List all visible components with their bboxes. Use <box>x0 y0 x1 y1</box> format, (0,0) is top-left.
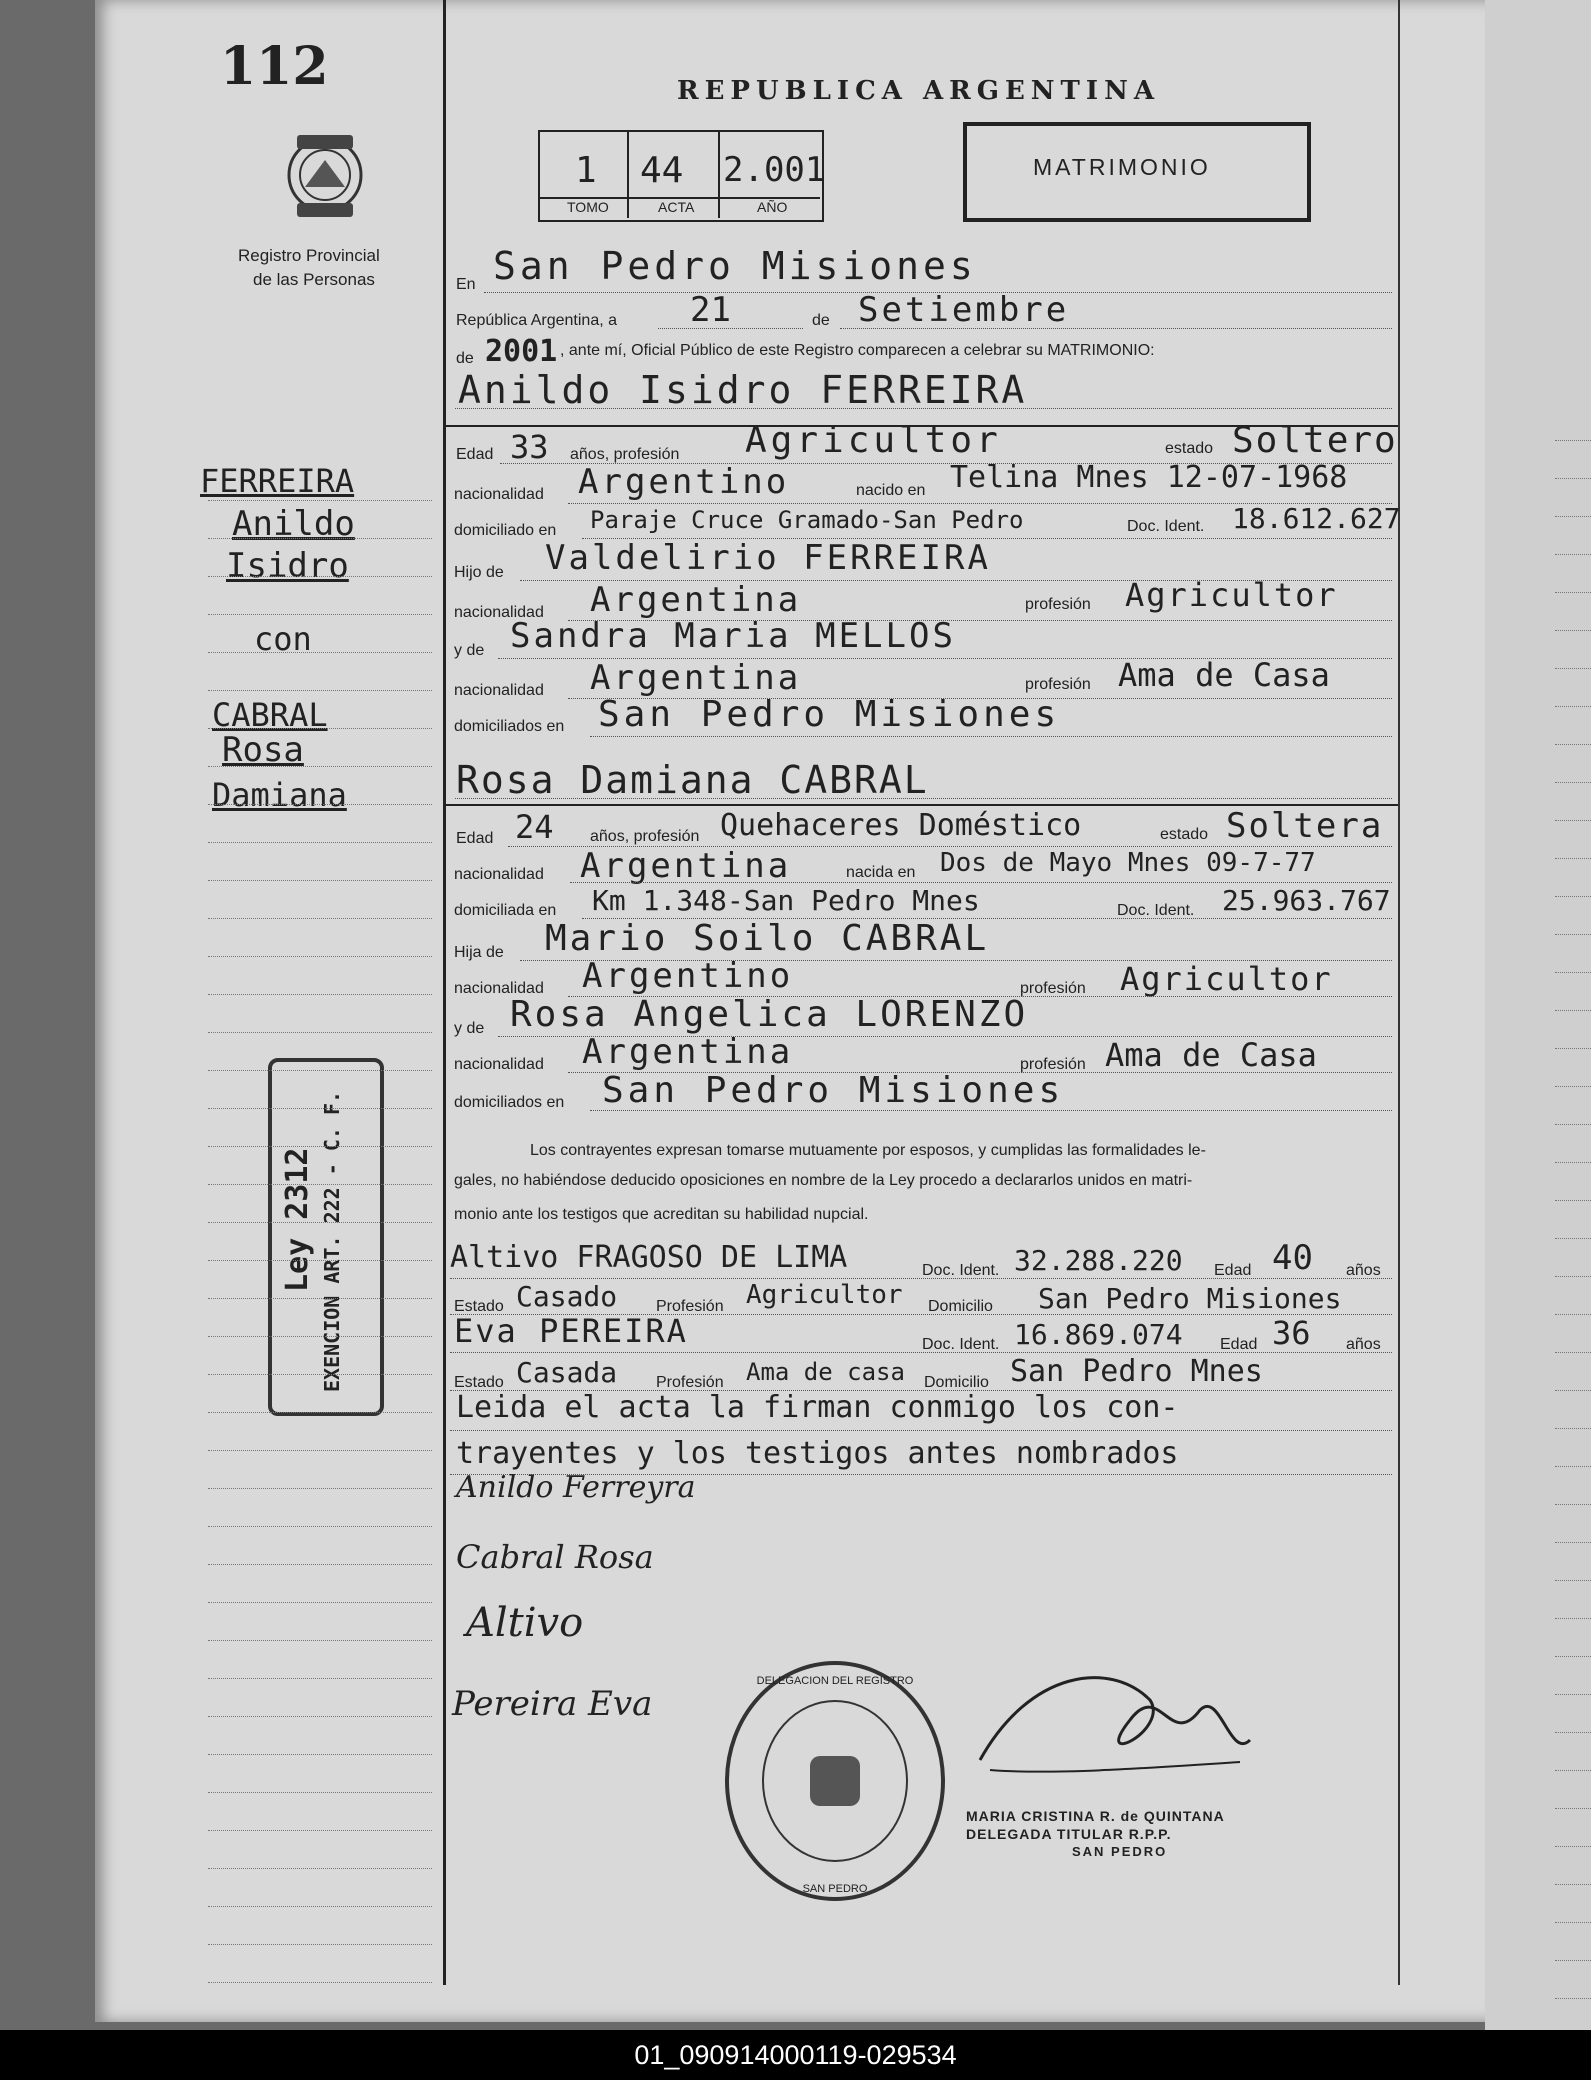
margin-ruled-line <box>208 918 432 919</box>
margin-ruled-line <box>208 1868 432 1869</box>
groom-nacido-label: nacido en <box>856 482 926 499</box>
groom-padre-nac: Argentina <box>590 580 802 620</box>
next-page-ruled-line <box>1555 706 1591 707</box>
margin-ruled-line <box>208 1830 432 1831</box>
margin-ruled-line <box>208 690 432 691</box>
groom-padre-nac-label: nacionalidad <box>454 604 544 621</box>
next-page-ruled-line <box>1555 1656 1591 1657</box>
margin-ruled-line <box>208 1906 432 1907</box>
next-page-ruled-line <box>1555 1618 1591 1619</box>
margin-ruled-line <box>208 1602 432 1603</box>
bride-edad-label: Edad <box>456 830 494 847</box>
province-emblem-icon <box>275 125 375 225</box>
witness-2-doc-label: Doc. Ident. <box>922 1336 1000 1353</box>
next-page-ruled-line <box>1555 1580 1591 1581</box>
next-page-ruled-line <box>1555 782 1591 783</box>
groom-madre-label: y de <box>454 642 485 659</box>
next-page-ruled-line <box>1555 1124 1591 1125</box>
next-page-ruled-line <box>1555 1884 1591 1885</box>
next-page-ruled-line <box>1555 1276 1591 1277</box>
margin-ruled-line <box>208 994 432 995</box>
next-page-edge <box>1485 0 1591 2030</box>
bride-profesion: Quehaceres Doméstico <box>720 808 1082 843</box>
next-page-ruled-line <box>1555 1238 1591 1239</box>
next-page-ruled-line <box>1555 668 1591 669</box>
closing-line-2: trayentes y los testigos antes nombrados <box>456 1436 1179 1471</box>
next-page-ruled-line <box>1555 630 1591 631</box>
bride-dom-label: domiciliada en <box>454 902 557 919</box>
next-page-ruled-line <box>1555 1732 1591 1733</box>
margin-ruled-line <box>208 1108 432 1109</box>
margin-ruled-line <box>208 500 432 501</box>
exemption-stamp <box>268 1058 384 1416</box>
bride-padre-nac: Argentino <box>582 956 794 996</box>
witness-2-prof-label: Profesión <box>656 1374 724 1391</box>
margin-ruled-line <box>208 728 432 729</box>
next-page-ruled-line <box>1555 440 1591 441</box>
bride-estado-label: estado <box>1160 826 1209 843</box>
anio-label: AÑO <box>757 199 788 215</box>
witness-2-edad: 36 <box>1272 1314 1311 1352</box>
acta-label: ACTA <box>658 199 695 215</box>
witness-2-doc: 16.869.074 <box>1014 1318 1183 1351</box>
groom-anos-label: años, profesión <box>570 446 680 463</box>
registry-line-2: de las Personas <box>253 270 375 289</box>
page-right-rule <box>1398 0 1400 1985</box>
margin-ruled-line <box>208 1716 432 1717</box>
bride-padre: Mario Soilo CABRAL <box>545 918 990 959</box>
groom-edad-label: Edad <box>456 446 494 463</box>
next-page-ruled-line <box>1555 1428 1591 1429</box>
day-value: 21 <box>690 290 731 330</box>
margin-ruled-line <box>208 1260 432 1261</box>
country-title: REPUBLICA ARGENTINA <box>677 76 1161 106</box>
bride-hija-label: Hija de <box>454 944 504 961</box>
witness-1-prof-label: Profesión <box>656 1298 724 1315</box>
bride-anos-label: años, profesión <box>590 828 700 845</box>
act-type: MATRIMONIO <box>1033 154 1211 180</box>
margin-middlename: Isidro <box>226 546 349 586</box>
groom-padres-dom-label: domiciliados en <box>454 718 565 735</box>
margin-ruled-line <box>208 1412 432 1413</box>
witness-1-anos-label: años <box>1346 1262 1381 1279</box>
margin-ruled-line <box>208 880 432 881</box>
official-title: DELEGADA TITULAR R.P.P. <box>966 1826 1172 1842</box>
stamp-law: Ley 2312 <box>280 1147 315 1292</box>
bride-nac-label: nacionalidad <box>454 866 544 883</box>
month-value: Setiembre <box>858 290 1070 330</box>
witness-1-estado-label: Estado <box>454 1298 504 1315</box>
margin-connector: con <box>254 620 312 658</box>
groom-estado: Soltero <box>1232 420 1398 461</box>
groom-estado-label: estado <box>1165 440 1214 457</box>
groom-madre-nac-label: nacionalidad <box>454 682 544 699</box>
next-page-ruled-line <box>1555 934 1591 935</box>
official-name: MARIA CRISTINA R. de QUINTANA <box>966 1808 1225 1824</box>
stamp-exemption: EXENCION ART. 222 - C. F. <box>320 1090 344 1392</box>
margin-ruled-line <box>208 1070 432 1071</box>
margin-ruled-line <box>208 1754 432 1755</box>
margin-ruled-line <box>208 614 432 615</box>
groom-madre-prof-label: profesión <box>1025 676 1091 693</box>
next-page-ruled-line <box>1555 554 1591 555</box>
margin-ruled-line <box>208 842 432 843</box>
margin-ruled-line <box>208 956 432 957</box>
tomo-value: 1 <box>575 150 597 191</box>
bride-padre-nac-label: nacionalidad <box>454 980 544 997</box>
witness-2-name: Eva PEREIRA <box>454 1312 688 1350</box>
bride-doc-label: Doc. Ident. <box>1117 902 1195 919</box>
next-page-ruled-line <box>1555 1162 1591 1163</box>
next-page-ruled-line <box>1555 858 1591 859</box>
official-signature-icon <box>970 1650 1260 1790</box>
intro-statement: , ante mí, Oficial Público de este Registro comparecen a celebrar su MATRIMONIO: <box>560 342 1155 359</box>
witness-1-dom-label: Domicilio <box>928 1298 993 1315</box>
bride-padre-prof-label: profesión <box>1020 980 1086 997</box>
next-page-ruled-line <box>1555 1960 1591 1961</box>
margin-ruled-line <box>208 538 432 539</box>
margin-ruled-line <box>208 1944 432 1945</box>
margin-divider <box>443 0 446 1985</box>
groom-doc-label: Doc. Ident. <box>1127 518 1205 535</box>
groom-nacido: Telina Mnes 12-07-1968 <box>950 460 1348 495</box>
witness-2-profesion: Ama de casa <box>746 1358 905 1386</box>
registry-seal-icon <box>720 1656 950 1906</box>
witness-2-edad-label: Edad <box>1220 1336 1258 1353</box>
next-page-ruled-line <box>1555 1010 1591 1011</box>
witness-1-domicilio: San Pedro Misiones <box>1038 1282 1342 1315</box>
declaration-line-2: gales, no habiéndose deducido oposiciones en nombre de la Ley procedo a declararlos unidos en matri- <box>454 1172 1193 1189</box>
margin-bride-firstname: Rosa <box>222 730 304 770</box>
de-label: de <box>812 312 830 329</box>
margin-ruled-line <box>208 1146 432 1147</box>
groom-padre-prof-label: profesión <box>1025 596 1091 613</box>
bride-madre-nac-label: nacionalidad <box>454 1056 544 1073</box>
next-page-ruled-line <box>1555 744 1591 745</box>
en-label: En <box>456 276 476 293</box>
margin-ruled-line <box>208 1184 432 1185</box>
groom-padre-prof: Agricultor <box>1125 576 1338 614</box>
bride-madre-prof: Ama de Casa <box>1105 1036 1317 1074</box>
next-page-ruled-line <box>1555 1770 1591 1771</box>
margin-ruled-line <box>208 1374 432 1375</box>
witness-1-doc-label: Doc. Ident. <box>922 1262 1000 1279</box>
groom-name: Anildo Isidro FERREIRA <box>458 368 1028 412</box>
groom-madre-nac: Argentina <box>590 658 802 698</box>
groom-dom-label: domiciliado en <box>454 522 557 539</box>
margin-ruled-line <box>208 1564 432 1565</box>
margin-firstname: Anildo <box>232 504 355 544</box>
bride-padres-dom-label: domiciliados en <box>454 1094 565 1111</box>
svg-text:DELEGACION DEL REGISTRO: DELEGACION DEL REGISTRO <box>756 1675 914 1687</box>
margin-ruled-line <box>208 1450 432 1451</box>
witness-2-domicilio: San Pedro Mnes <box>1010 1354 1263 1389</box>
groom-padre: Valdelirio FERREIRA <box>545 538 991 578</box>
groom-profesion: Agricultor <box>745 420 1002 461</box>
next-page-ruled-line <box>1555 1504 1591 1505</box>
witness-1-edad-label: Edad <box>1214 1262 1252 1279</box>
margin-ruled-line <box>208 1640 432 1641</box>
next-page-ruled-line <box>1555 1352 1591 1353</box>
scan-id-footer: 01_090914000119-029534 <box>0 2030 1591 2080</box>
next-page-ruled-line <box>1555 1200 1591 1201</box>
margin-ruled-line <box>208 576 432 577</box>
groom-doc: 18.612.627 <box>1232 502 1401 535</box>
margin-ruled-line <box>208 1678 432 1679</box>
bride-signature: Cabral Rosa <box>456 1538 654 1576</box>
anio-value: 2.001 <box>723 150 826 190</box>
declaration-line-3: monio ante los testigos que acreditan su habilidad nupcial. <box>454 1206 869 1223</box>
margin-ruled-line <box>208 652 432 653</box>
bride-nacida-label: nacida en <box>846 864 916 881</box>
witness-1-signature: Altivo <box>466 1600 584 1646</box>
groom-signature: Anildo Ferreyra <box>456 1470 696 1505</box>
groom-domicilio: Paraje Cruce Gramado-San Pedro <box>590 506 1024 534</box>
bride-madre-prof-label: profesión <box>1020 1056 1086 1073</box>
witness-1-estado: Casado <box>516 1280 618 1313</box>
witness-2-signature: Pereira Eva <box>452 1684 653 1724</box>
next-page-ruled-line <box>1555 820 1591 821</box>
bride-padres-dom: San Pedro Misiones <box>602 1070 1065 1111</box>
next-page-ruled-line <box>1555 1466 1591 1467</box>
margin-ruled-line <box>208 1336 432 1337</box>
acta-value: 44 <box>640 150 684 191</box>
bride-nacida: Dos de Mayo Mnes 09-7-77 <box>940 848 1316 878</box>
margin-ruled-line <box>208 1222 432 1223</box>
next-page-ruled-line <box>1555 1390 1591 1391</box>
witness-1-name: Altivo FRAGOSO DE LIMA <box>450 1240 848 1275</box>
margin-bride-surname: CABRAL <box>212 696 328 734</box>
year-value: 2001 <box>485 334 558 369</box>
bride-doc: 25.963.767 <box>1222 884 1391 917</box>
bride-madre-nac: Argentina <box>582 1032 794 1072</box>
next-page-ruled-line <box>1555 1086 1591 1087</box>
bride-padre-prof: Agricultor <box>1120 960 1333 998</box>
witness-2-dom-label: Domicilio <box>924 1374 989 1391</box>
bride-estado: Soltera <box>1226 806 1384 846</box>
margin-ruled-line <box>208 1792 432 1793</box>
witness-2-estado-label: Estado <box>454 1374 504 1391</box>
margin-ruled-line <box>208 1982 432 1983</box>
next-page-ruled-line <box>1555 478 1591 479</box>
next-page-ruled-line <box>1555 1846 1591 1847</box>
bride-madre: Rosa Angelica LORENZO <box>510 994 1029 1035</box>
next-page-ruled-line <box>1555 1998 1591 1999</box>
closing-line-1: Leida el acta la firman conmigo los con- <box>456 1390 1179 1425</box>
de2-label: de <box>456 350 474 367</box>
groom-nac-label: nacionalidad <box>454 486 544 503</box>
place-value: San Pedro Misiones <box>493 244 977 288</box>
margin-bride-middlename: Damiana <box>212 776 347 814</box>
witness-1-profesion: Agricultor <box>746 1280 903 1310</box>
margin-ruled-line <box>208 1488 432 1489</box>
groom-madre: Sandra Maria MELLOS <box>510 616 956 656</box>
bride-domicilio: Km 1.348-San Pedro Mnes <box>592 884 980 917</box>
bride-edad: 24 <box>515 808 554 846</box>
margin-ruled-line <box>208 804 432 805</box>
witness-2-anos-label: años <box>1346 1336 1381 1353</box>
margin-ruled-line <box>208 1298 432 1299</box>
official-place: SAN PEDRO <box>1072 1844 1168 1859</box>
margin-surname: FERREIRA <box>200 462 355 500</box>
margin-ruled-line <box>208 1032 432 1033</box>
groom-edad: 33 <box>510 428 549 466</box>
margin-ruled-line <box>208 766 432 767</box>
bride-nacionalidad: Argentina <box>580 846 792 886</box>
declaration-line-1: Los contrayentes expresan tomarse mutuamente por esposos, y cumplidas las formalidades le- <box>530 1142 1206 1159</box>
bride-name: Rosa Damiana CABRAL <box>456 758 929 802</box>
groom-padres-dom: San Pedro Misiones <box>598 694 1061 735</box>
margin-ruled-line <box>208 1526 432 1527</box>
next-page-ruled-line <box>1555 1808 1591 1809</box>
next-page-ruled-line <box>1555 1922 1591 1923</box>
next-page-ruled-line <box>1555 972 1591 973</box>
groom-madre-prof: Ama de Casa <box>1118 656 1330 694</box>
next-page-ruled-line <box>1555 516 1591 517</box>
witness-1-edad: 40 <box>1272 1238 1313 1278</box>
tomo-label: TOMO <box>567 199 609 215</box>
page-number: 112 <box>220 36 329 97</box>
next-page-ruled-line <box>1555 1048 1591 1049</box>
groom-hijo-label: Hijo de <box>454 564 504 581</box>
republic-label: República Argentina, a <box>456 312 617 329</box>
next-page-ruled-line <box>1555 896 1591 897</box>
witness-1-doc: 32.288.220 <box>1014 1244 1183 1277</box>
next-page-ruled-line <box>1555 1694 1591 1695</box>
witness-2-estado: Casada <box>516 1356 618 1389</box>
groom-nacionalidad: Argentino <box>578 462 790 502</box>
svg-text:SAN PEDRO: SAN PEDRO <box>802 1883 868 1895</box>
next-page-ruled-line <box>1555 1314 1591 1315</box>
bride-madre-label: y de <box>454 1020 485 1037</box>
next-page-ruled-line <box>1555 1542 1591 1543</box>
registry-line-1: Registro Provincial <box>238 246 380 265</box>
next-page-ruled-line <box>1555 592 1591 593</box>
